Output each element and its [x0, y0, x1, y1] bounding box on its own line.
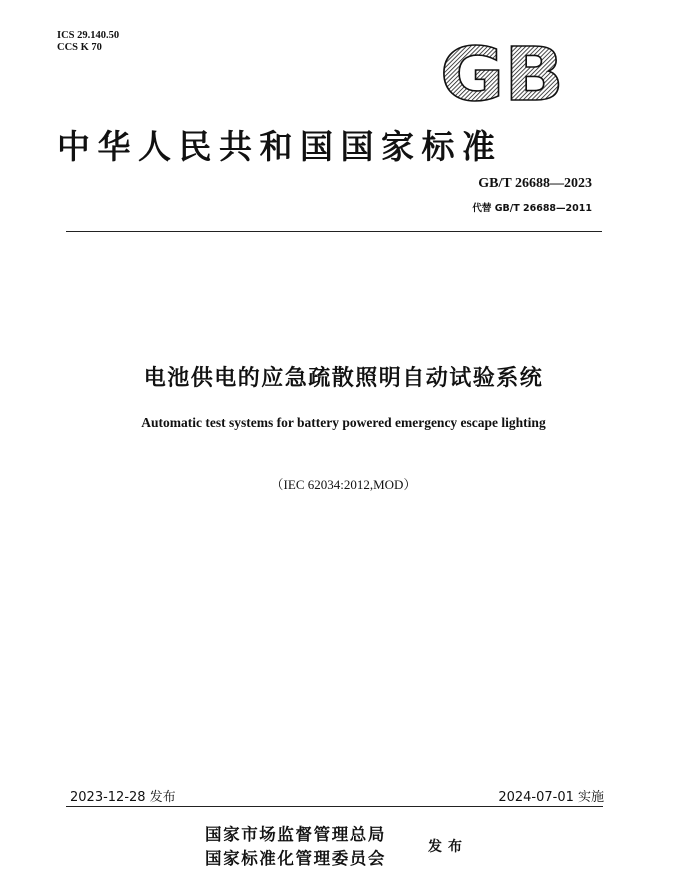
top-divider: [66, 231, 602, 232]
adoption-reference: （IEC 62034:2012,MOD）: [270, 477, 417, 492]
replaces-standard: 代替 GB/T 26688—2011: [472, 203, 592, 214]
publish-label: 发布: [428, 839, 468, 855]
gb-logo: [436, 38, 568, 106]
standard-number: GB/T 26688—2023: [478, 176, 592, 191]
ccs-code: CCS K 70: [57, 42, 102, 53]
gb-logo-letters: GB: [440, 38, 564, 106]
standard-title-chinese: 电池供电的应急疏散照明自动试验系统: [143, 366, 544, 391]
ics-code: ICS 29.140.50: [57, 30, 120, 41]
issuer-sac: 国家标准化管理委员会: [205, 849, 386, 868]
standard-title-english: Automatic test systems for battery powered emergency escape lighting: [141, 415, 546, 430]
issuer-samr: 国家市场监督管理总局: [205, 825, 386, 844]
issuing-authorities: [205, 823, 386, 871]
classification-codes: [57, 30, 119, 54]
bottom-divider: [66, 806, 603, 807]
implementation-date: 2024-07-01 实施: [498, 790, 604, 805]
national-standard-title: 中华人民共和国国家标准: [57, 127, 503, 166]
issue-date: 2023-12-28 发布: [70, 790, 176, 805]
